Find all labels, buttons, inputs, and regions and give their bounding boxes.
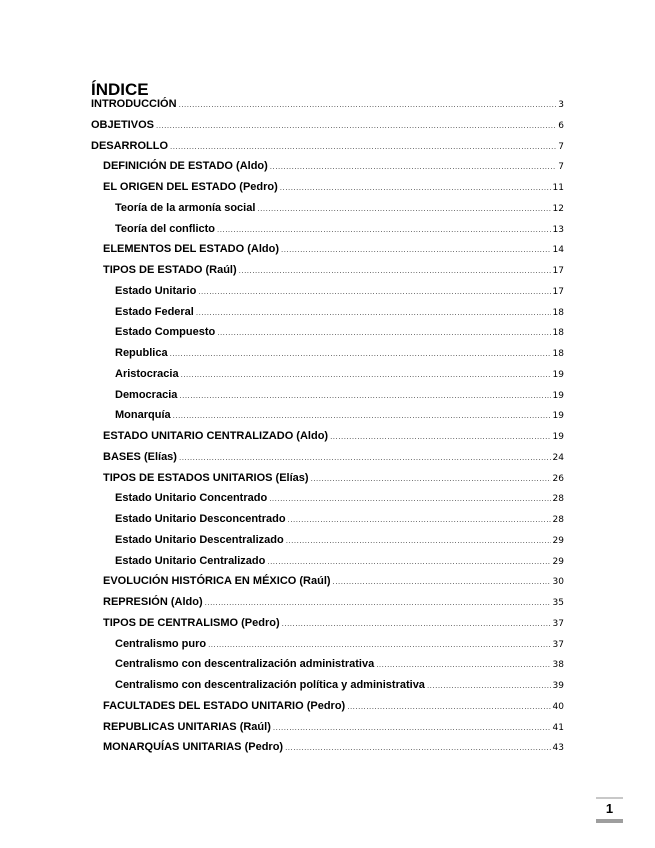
toc-entry-page: 37 — [552, 618, 564, 629]
toc-entry-title: BASES (Elías) — [103, 450, 177, 463]
toc-entry[interactable] — [91, 679, 564, 700]
toc-entry-page: 12 — [552, 203, 564, 214]
toc-entry-title: Democracia — [115, 388, 178, 401]
toc-entry[interactable] — [91, 451, 564, 472]
toc-entry[interactable] — [91, 326, 564, 347]
toc-entry-title: DEFINICIÓN DE ESTADO (Aldo) — [103, 160, 268, 173]
toc-entry-title: REPUBLICAS UNITARIAS (Raúl) — [103, 720, 271, 733]
toc-entry[interactable] — [91, 472, 564, 493]
toc-entry-title: REPRESIÓN (Aldo) — [103, 596, 203, 608]
toc-entry-page: 30 — [552, 577, 564, 588]
toc-dot-leader — [273, 721, 551, 733]
table-of-contents — [91, 98, 564, 762]
toc-entry-title: Teoría del conflicto — [115, 222, 216, 235]
toc-entry[interactable] — [91, 596, 564, 617]
page-number-top-bar — [596, 797, 623, 799]
toc-dot-leader — [311, 472, 551, 484]
toc-dot-leader — [217, 326, 550, 338]
toc-dot-leader — [173, 409, 551, 421]
toc-entry-page: 14 — [552, 245, 564, 256]
toc-entry-title: TIPOS DE ESTADOS UNITARIOS (Elías) — [103, 471, 309, 484]
toc-entry[interactable] — [91, 617, 564, 638]
toc-entry[interactable] — [91, 306, 564, 327]
toc-entry[interactable] — [91, 638, 564, 659]
toc-dot-leader — [286, 534, 551, 546]
toc-entry-title: Estado Unitario Desconcentrado — [115, 513, 286, 525]
toc-dot-leader — [376, 658, 550, 670]
toc-entry-page: 24 — [552, 452, 564, 463]
toc-entry[interactable] — [91, 347, 564, 368]
page-number-bottom-bar — [596, 819, 623, 823]
toc-entry-page: 39 — [552, 681, 564, 691]
toc-entry-title: Aristocracia — [115, 367, 179, 380]
toc-entry[interactable] — [91, 409, 564, 430]
page-number-box — [596, 797, 623, 823]
toc-entry-page: 13 — [552, 224, 564, 235]
toc-entry-page: 7 — [558, 162, 564, 173]
toc-entry[interactable] — [91, 721, 564, 742]
toc-dot-leader — [198, 285, 550, 297]
toc-dot-leader — [288, 513, 551, 525]
toc-entry-page: 26 — [552, 473, 564, 484]
toc-entry-page: 19 — [552, 369, 564, 380]
toc-entry-page: 17 — [552, 266, 564, 276]
toc-entry-title: Centralismo con descentralización política y administrativa — [115, 679, 425, 691]
toc-entry-page: 19 — [552, 432, 564, 442]
toc-entry[interactable] — [91, 575, 564, 596]
toc-dot-leader — [239, 264, 551, 276]
toc-entry-page: 17 — [552, 286, 564, 297]
toc-entry[interactable] — [91, 264, 564, 285]
toc-entry-title: ELEMENTOS DEL ESTADO (Aldo) — [103, 243, 280, 256]
toc-entry-page: 18 — [552, 349, 564, 359]
toc-dot-leader — [330, 430, 550, 442]
toc-entry-title: Estado Compuesto — [115, 326, 216, 339]
toc-entry[interactable] — [91, 368, 564, 389]
toc-entry-title: DESARROLLO — [91, 139, 168, 152]
toc-dot-leader — [217, 223, 551, 235]
toc-dot-leader — [285, 741, 550, 753]
toc-entry[interactable] — [91, 202, 564, 223]
toc-entry-page: 40 — [552, 701, 564, 712]
toc-entry[interactable] — [91, 513, 564, 534]
toc-dot-leader — [196, 306, 551, 318]
toc-entry-page: 37 — [552, 639, 564, 650]
toc-entry-title: Estado Unitario Concentrado — [115, 492, 268, 505]
toc-entry-page: 28 — [552, 494, 564, 505]
toc-dot-leader — [267, 555, 550, 567]
toc-entry-page: 41 — [552, 722, 564, 733]
toc-entry-page: 7 — [558, 141, 564, 152]
toc-dot-leader — [179, 98, 557, 110]
toc-dot-leader — [347, 700, 550, 712]
toc-entry[interactable] — [91, 285, 564, 306]
toc-entry[interactable] — [91, 430, 564, 451]
toc-entry-title: FACULTADES DEL ESTADO UNITARIO (Pedro) — [103, 699, 346, 712]
toc-dot-leader — [205, 596, 551, 608]
toc-entry-title: Teoría de la armonía social — [115, 201, 256, 214]
toc-entry-page: 38 — [552, 660, 564, 671]
toc-entry[interactable] — [91, 555, 564, 576]
toc-entry[interactable] — [91, 181, 564, 202]
toc-dot-leader — [270, 160, 556, 172]
toc-dot-leader — [179, 389, 550, 401]
toc-entry-title: Centralismo puro — [115, 637, 207, 650]
toc-dot-leader — [170, 347, 551, 359]
toc-entry-page: 28 — [552, 515, 564, 525]
page-title: ÍNDICE — [91, 80, 149, 99]
toc-dot-leader — [257, 202, 550, 214]
toc-entry-title: Estado Unitario Descentralizado — [115, 533, 284, 546]
toc-entry[interactable] — [91, 389, 564, 410]
toc-entry[interactable] — [91, 741, 564, 762]
toc-entry-title: Estado Federal — [115, 305, 194, 318]
toc-entry-title: EVOLUCIÓN HISTÓRICA EN MÉXICO (Raúl) — [103, 575, 331, 588]
toc-entry-title: EL ORIGEN DEL ESTADO (Pedro) — [103, 181, 278, 193]
toc-dot-leader — [281, 243, 551, 255]
toc-entry[interactable] — [91, 243, 564, 264]
toc-entry[interactable] — [91, 223, 564, 244]
toc-entry-page: 3 — [558, 100, 564, 110]
toc-dot-leader — [427, 679, 551, 691]
toc-entry[interactable] — [91, 140, 564, 161]
toc-entry-title: Centralismo con descentralización administrativa — [115, 658, 375, 671]
toc-entry-page: 18 — [552, 307, 564, 318]
toc-entry-title: TIPOS DE CENTRALISMO (Pedro) — [103, 616, 280, 629]
toc-entry-page: 6 — [558, 120, 564, 131]
toc-entry[interactable] — [91, 700, 564, 721]
toc-entry[interactable] — [91, 658, 564, 679]
toc-entry-page: 43 — [552, 743, 564, 754]
toc-entry-page: 19 — [552, 411, 564, 422]
toc-dot-leader — [179, 451, 551, 463]
toc-dot-leader — [156, 119, 556, 131]
toc-entry-title: Estado Unitario — [115, 284, 197, 297]
toc-dot-leader — [333, 575, 551, 587]
toc-dot-leader — [208, 638, 550, 650]
toc-entry-title: TIPOS DE ESTADO (Raúl) — [103, 264, 237, 276]
toc-entry[interactable] — [91, 492, 564, 513]
toc-entry-title: INTRODUCCIÓN — [91, 98, 177, 110]
toc-dot-leader — [269, 492, 550, 504]
toc-entry-page: 19 — [552, 390, 564, 401]
toc-entry[interactable] — [91, 534, 564, 555]
toc-entry-title: MONARQUÍAS UNITARIAS (Pedro) — [103, 741, 284, 754]
toc-entry-page: 18 — [552, 328, 564, 339]
toc-entry-page: 35 — [552, 598, 564, 608]
page-number: 1 — [605, 801, 614, 816]
toc-dot-leader — [282, 617, 551, 629]
toc-entry-title: OBJETIVOS — [91, 118, 154, 131]
toc-entry-page: 29 — [552, 535, 564, 546]
toc-entry[interactable] — [91, 119, 564, 140]
toc-entry[interactable] — [91, 98, 564, 119]
toc-dot-leader — [181, 368, 551, 380]
toc-entry[interactable] — [91, 160, 564, 181]
toc-entry-title: ESTADO UNITARIO CENTRALIZADO (Aldo) — [103, 430, 329, 442]
toc-entry-title: Republica — [115, 347, 168, 359]
toc-entry-page: 11 — [552, 183, 564, 193]
toc-entry-title: Estado Unitario Centralizado — [115, 554, 266, 567]
toc-entry-title: Monarquía — [115, 409, 171, 422]
toc-entry-page: 29 — [552, 556, 564, 567]
toc-dot-leader — [280, 181, 551, 193]
toc-dot-leader — [170, 140, 556, 152]
